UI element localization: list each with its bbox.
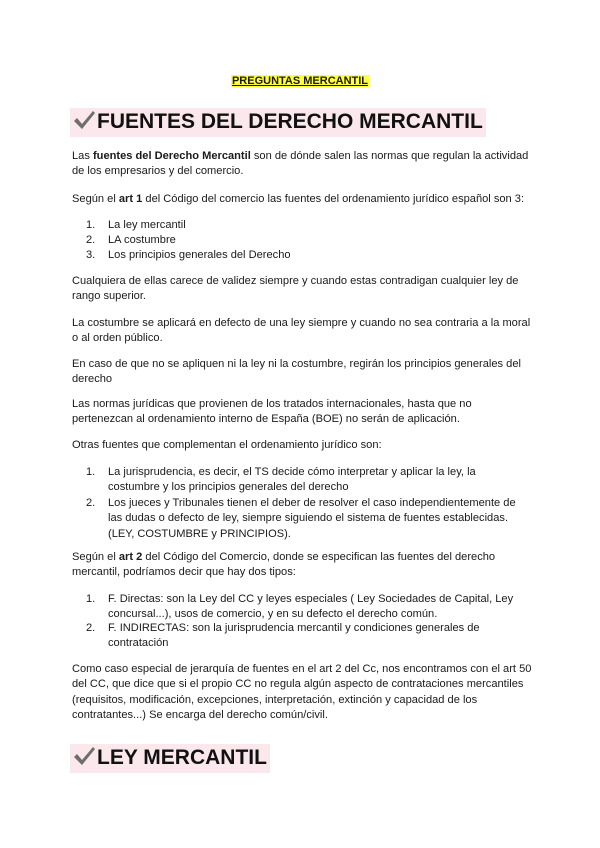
- check-mark-icon: [72, 109, 96, 131]
- list-item: 2. F. INDIRECTAS: son la jurisprudencia mercantil y condiciones generales de contratación: [86, 622, 480, 650]
- section-heading-fuentes: [70, 108, 486, 137]
- paragraph: Según el art 2 del Código del Comercio, donde se especifican las fuentes del derecho mercantil, podríamos decir que hay dos tipos:: [72, 551, 496, 579]
- bold-term: art 1: [118, 193, 143, 205]
- paragraph: Otras fuentes que complementan el ordenamiento jurídico son:: [72, 439, 382, 451]
- paragraph: Según el art 1 del Código del comercio las fuentes del ordenamiento jurídico español son 3:: [72, 193, 525, 205]
- paragraph: En caso de que no se apliquen ni la ley ni la costumbre, regirán los principios generales del derecho: [72, 358, 521, 386]
- bold-term: fuentes del Derecho Mercantil: [92, 150, 251, 162]
- list-item: 1. La ley mercantil: [86, 219, 186, 231]
- paragraph: Las fuentes del Derecho Mercantil son de dónde salen las normas que regulan la actividad de los empresarios y del comercio.: [72, 150, 529, 178]
- paragraph: La costumbre se aplicará en defecto de una ley siempre y cuando no sea contraria a la moral o al orden público.: [72, 317, 531, 345]
- paragraph: Como caso especial de jerarquía de fuentes en el art 2 del Cc, nos encontramos con el art 50 del CC, que dice que si el propio CC no regula algún aspecto de contrataciones mercantiles (requisitos, modificación, excepciones, interpretación, extinción y capacidad de los contratantes...) Se encarga del derecho común/civil.: [72, 663, 532, 721]
- paragraph: Cualquiera de ellas carece de validez siempre y cuando estas contradigan cualquier ley de rango superior.: [72, 275, 519, 303]
- list-item: 1. La jurisprudencia, es decir, el TS decide cómo interpretar y aplicar la ley, la costumbre y los principios generales del derecho: [86, 466, 476, 494]
- list-item: 3. Los principios generales del Derecho: [86, 249, 291, 261]
- list-item: 1. F. Directas: son la Ley del CC y leyes especiales ( Ley Sociedades de Capital, Ley concursal...), usos de comercio, y en su defecto el derecho común.: [86, 593, 514, 621]
- section-heading-text: LEY MERCANTIL: [97, 746, 267, 769]
- check-mark-icon: [72, 745, 96, 767]
- section-heading-ley-mercantil: [70, 744, 270, 773]
- document-title: PREGUNTAS MERCANTIL: [231, 75, 369, 87]
- list-item: 2. LA costumbre: [86, 234, 176, 246]
- paragraph: Las normas jurídicas que provienen de los tratados internacionales, hasta que no pertenezcan al ordenamiento interno de España (BOE) no serán de aplicación.: [72, 398, 472, 426]
- document-title-wrap: [0, 71, 600, 89]
- section-heading-text: FUENTES DEL DERECHO MERCANTIL: [97, 110, 483, 133]
- list-item: 2. Los jueces y Tribunales tienen el deber de resolver el caso independientemente de las dudas o defecto de ley, siempre siguiendo el sistema de fuentes establecidas. (LEY, COSTUMBRE y PRINCIPIOS).: [86, 497, 516, 540]
- bold-term: art 2: [118, 551, 143, 563]
